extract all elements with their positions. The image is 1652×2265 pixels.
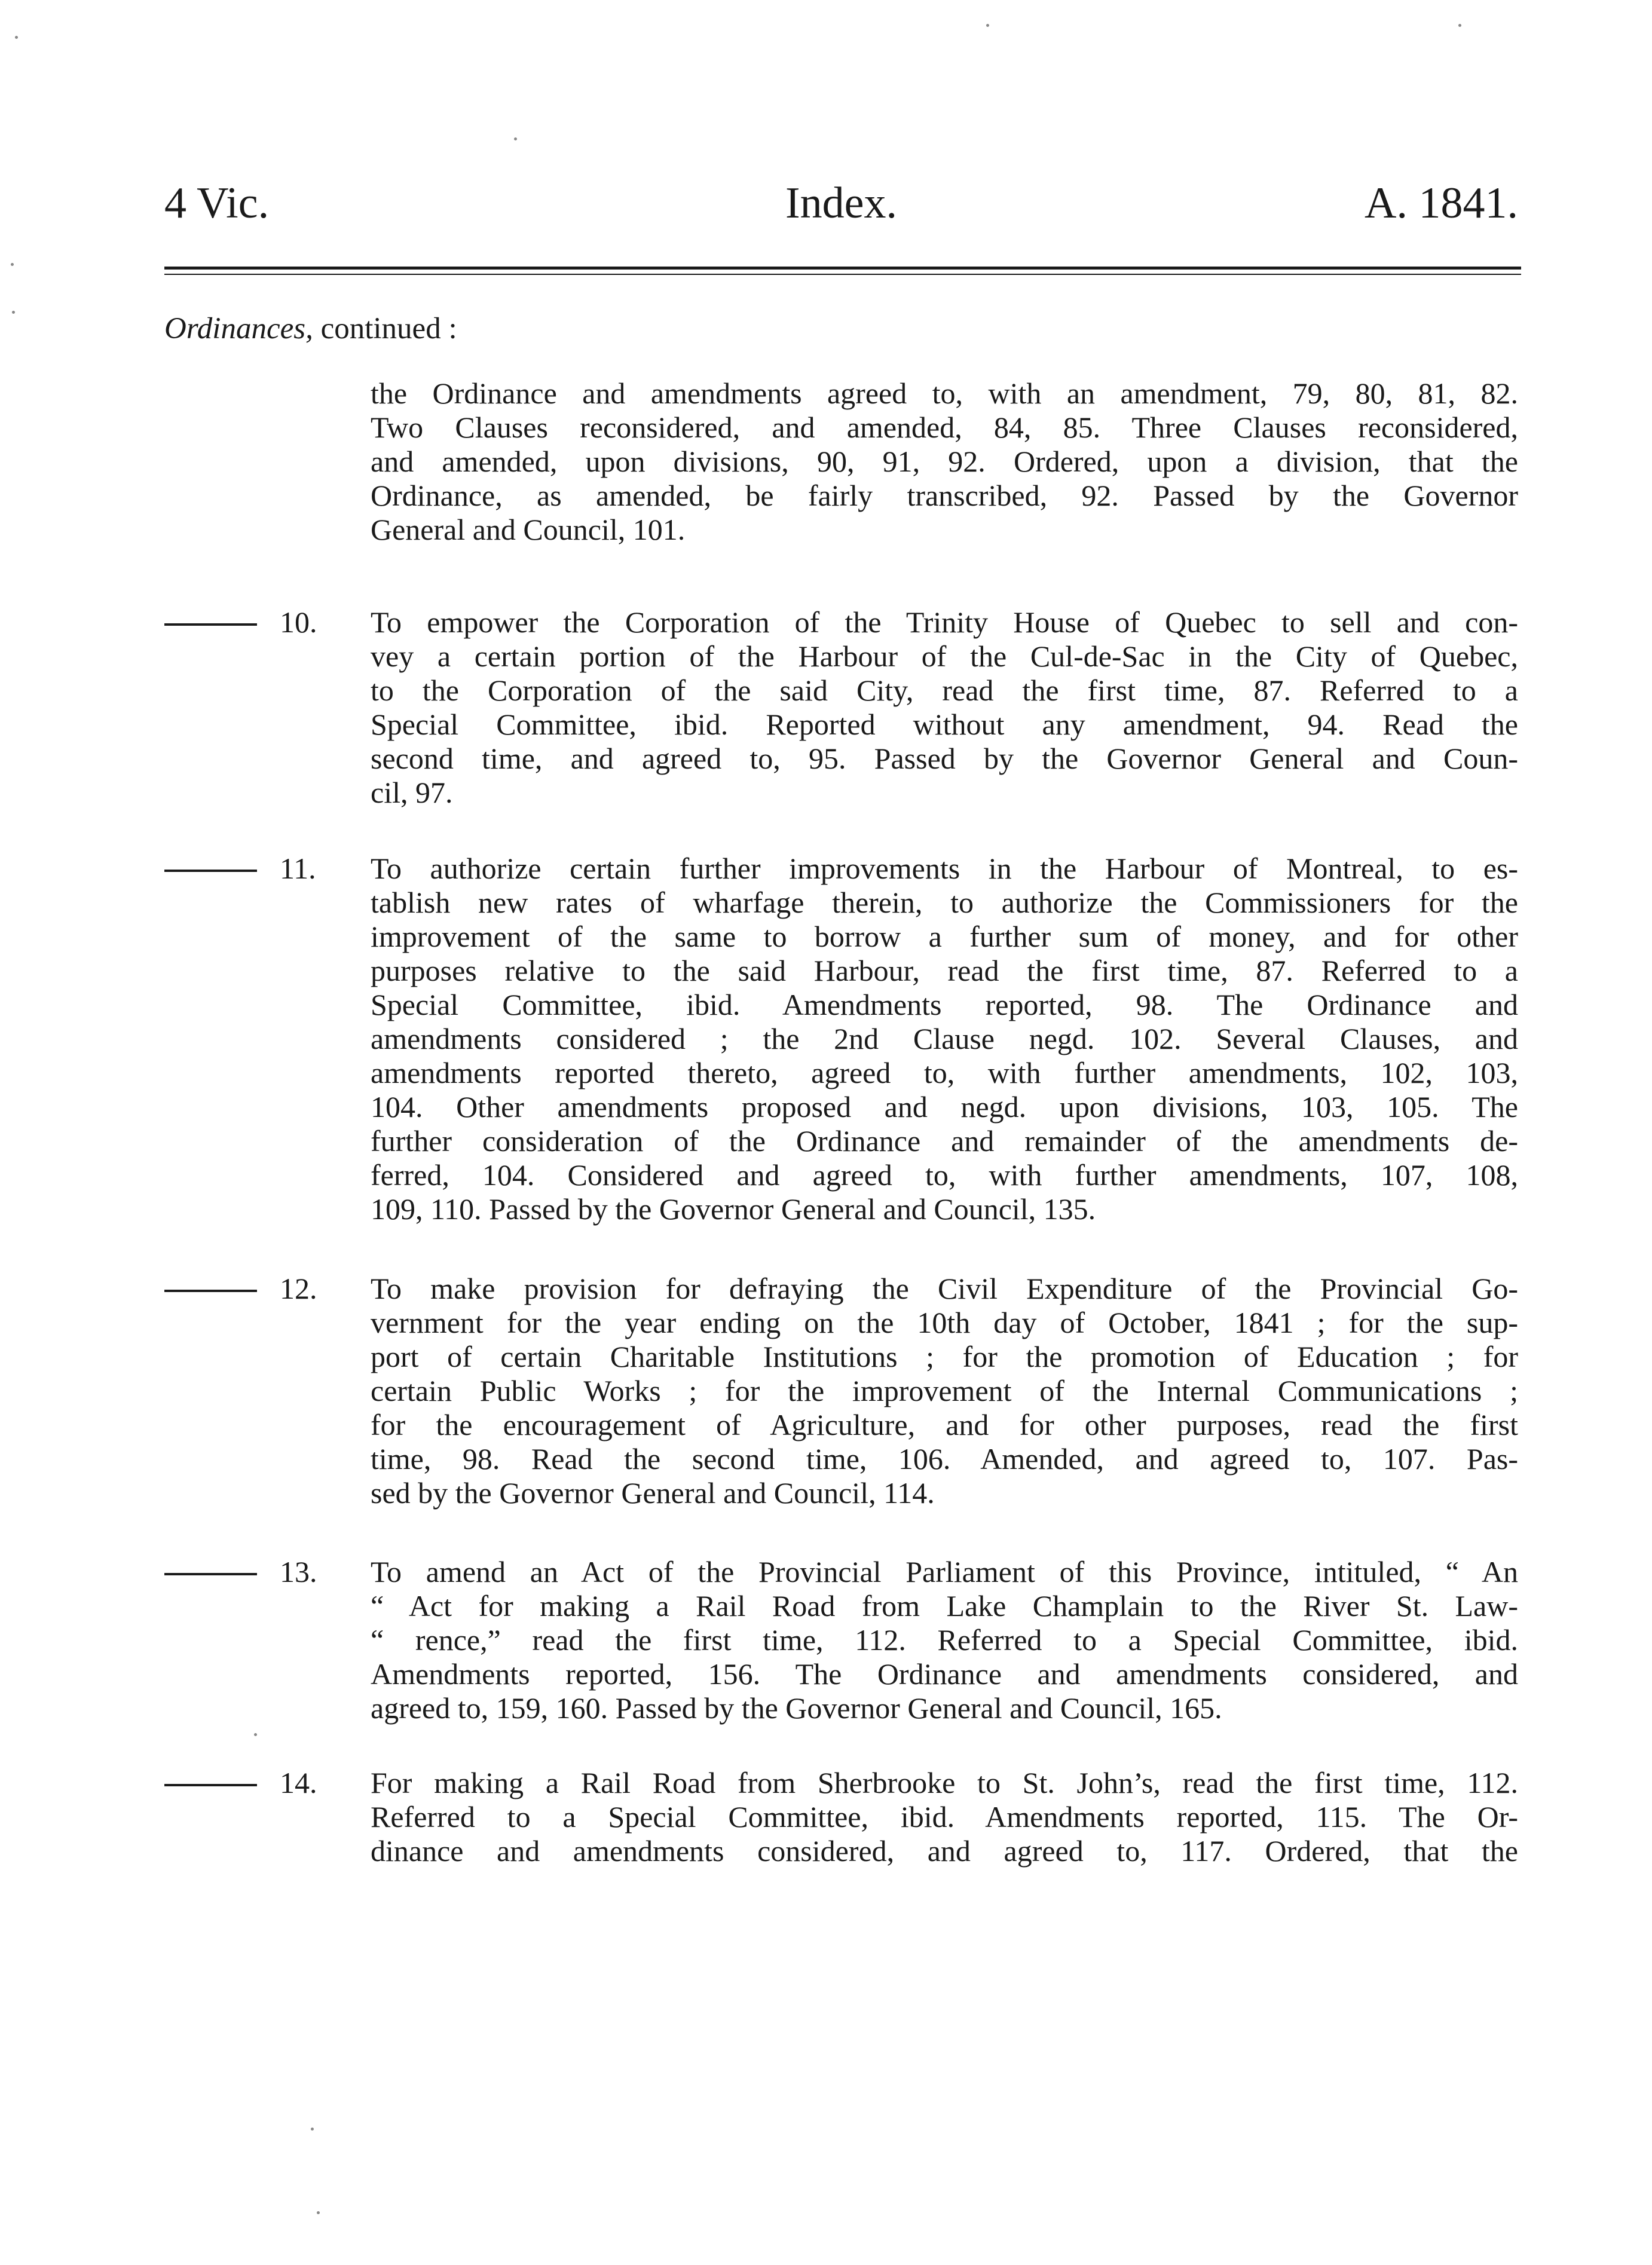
text-line: “ Act for making a Rail Road from Lake Champlain to the River St. Law- [371, 1589, 1518, 1623]
entry-number: 11. [280, 852, 316, 885]
scan-speck [317, 2211, 320, 2214]
entry-number: 14. [280, 1766, 317, 1799]
text-line: To empower the Corporation of the Trinity House of Quebec to sell and con- [371, 605, 1518, 639]
entry-12-text [371, 1272, 1518, 1510]
scan-speck [986, 24, 989, 27]
text-line: and amended, upon divisions, 90, 91, 92. Ordered, upon a division, that the [371, 445, 1518, 478]
text-line: for the encouragement of Agriculture, and for other purposes, read the first [371, 1408, 1518, 1441]
text-line: Two Clauses reconsidered, and amended, 84, 85. Three Clauses reconsidered, [371, 411, 1518, 444]
text-line: sed by the Governor General and Council, 114. [371, 1476, 935, 1510]
entry-14-text [371, 1766, 1518, 1868]
text-line: General and Council, 101. [371, 513, 686, 546]
text-line: second time, and agreed to, 95. Passed by the Governor General and Coun- [371, 742, 1518, 775]
text-line: Amendments reported, 156. The Ordinance and amendments considered, and [371, 1657, 1518, 1691]
entry-10-text [371, 605, 1518, 810]
text-line: amendments considered ; the 2nd Clause negd. 102. Several Clauses, and [371, 1022, 1518, 1055]
header-rule-thin [164, 274, 1521, 275]
text-line: To amend an Act of the Provincial Parliament of this Province, intituled, “ An [371, 1555, 1518, 1588]
text-line: 104. Other amendments proposed and negd. upon divisions, 103, 105. The [371, 1090, 1518, 1124]
entry-11-text [371, 852, 1518, 1226]
text-line: ferred, 104. Considered and agreed to, with further amendments, 107, 108, [371, 1158, 1518, 1192]
text-line: time, 98. Read the second time, 106. Amended, and agreed to, 107. Pas- [371, 1442, 1518, 1476]
section-heading-italic: Ordinances, [164, 312, 313, 345]
text-line: vernment for the year ending on the 10th day of October, 1841 ; for the sup- [371, 1306, 1518, 1339]
text-line: certain Public Works ; for the improvement of the Internal Communications ; [371, 1374, 1518, 1407]
entry-dash [164, 1290, 257, 1292]
text-line: Referred to a Special Committee, ibid. Amendments reported, 115. The Or- [371, 1800, 1518, 1834]
scan-speck [12, 311, 15, 314]
section-heading-continued: continued : [313, 312, 457, 345]
text-line: To authorize certain further improvements in the Harbour of Montreal, to es- [371, 852, 1518, 885]
text-line: the Ordinance and amendments agreed to, with an amendment, 79, 80, 81, 82. [371, 377, 1518, 410]
header-regnal-year: 4 Vic. [164, 179, 270, 228]
text-line: For making a Rail Road from Sherbrooke to St. John’s, read the first time, 112. [371, 1766, 1518, 1799]
scan-speck [514, 137, 517, 140]
text-line: Special Committee, ibid. Amendments reported, 98. The Ordinance and [371, 988, 1518, 1021]
text-line: To make provision for defraying the Civil Expenditure of the Provincial Go- [371, 1272, 1518, 1305]
entry-dash [164, 623, 257, 626]
text-line: Ordinance, as amended, be fairly transcribed, 92. Passed by the Governor [371, 479, 1518, 512]
text-line: “ rence,” read the first time, 112. Referred to a Special Committee, ibid. [371, 1623, 1518, 1657]
text-line: to the Corporation of the said City, read the first time, 87. Referred to a [371, 674, 1518, 707]
text-line: port of certain Charitable Institutions ; for the promotion of Education ; for [371, 1340, 1518, 1373]
scan-speck [11, 263, 14, 266]
text-line: vey a certain portion of the Harbour of the Cul-de-Sac in the City of Quebec, [371, 639, 1518, 673]
entry-number: 13. [280, 1555, 317, 1588]
scan-speck [254, 1733, 257, 1736]
scan-speck [15, 36, 18, 39]
intro-paragraph [371, 377, 1518, 547]
text-line: tablish new rates of wharfage therein, to authorize the Commissioners for the [371, 886, 1518, 919]
entry-dash [164, 1573, 257, 1575]
text-line: further consideration of the Ordinance and remainder of the amendments de- [371, 1124, 1518, 1158]
entry-dash [164, 870, 257, 872]
text-line: agreed to, 159, 160. Passed by the Governor General and Council, 165. [371, 1691, 1222, 1725]
header-title: Index. [785, 179, 897, 228]
text-line: dinance and amendments considered, and agreed to, 117. Ordered, that the [371, 1834, 1518, 1868]
scan-speck [311, 2128, 314, 2131]
entry-number: 12. [280, 1272, 317, 1305]
entry-13-text [371, 1555, 1518, 1725]
section-heading [164, 308, 457, 350]
text-line: 109, 110. Passed by the Governor General and Council, 135. [371, 1192, 1096, 1226]
text-line: improvement of the same to borrow a further sum of money, and for other [371, 920, 1518, 953]
page-header [164, 170, 1518, 236]
text-line: purposes relative to the said Harbour, read the first time, 87. Referred to a [371, 954, 1518, 987]
text-line: amendments reported thereto, agreed to, with further amendments, 102, 103, [371, 1056, 1518, 1089]
text-line: Special Committee, ibid. Reported without any amendment, 94. Read the [371, 708, 1518, 741]
text-line: cil, 97. [371, 776, 453, 809]
entry-dash [164, 1784, 257, 1786]
scan-speck [1458, 24, 1461, 27]
header-rule-thick [164, 267, 1521, 270]
entry-number: 10. [280, 605, 317, 639]
header-year: A. 1841. [1365, 179, 1518, 228]
